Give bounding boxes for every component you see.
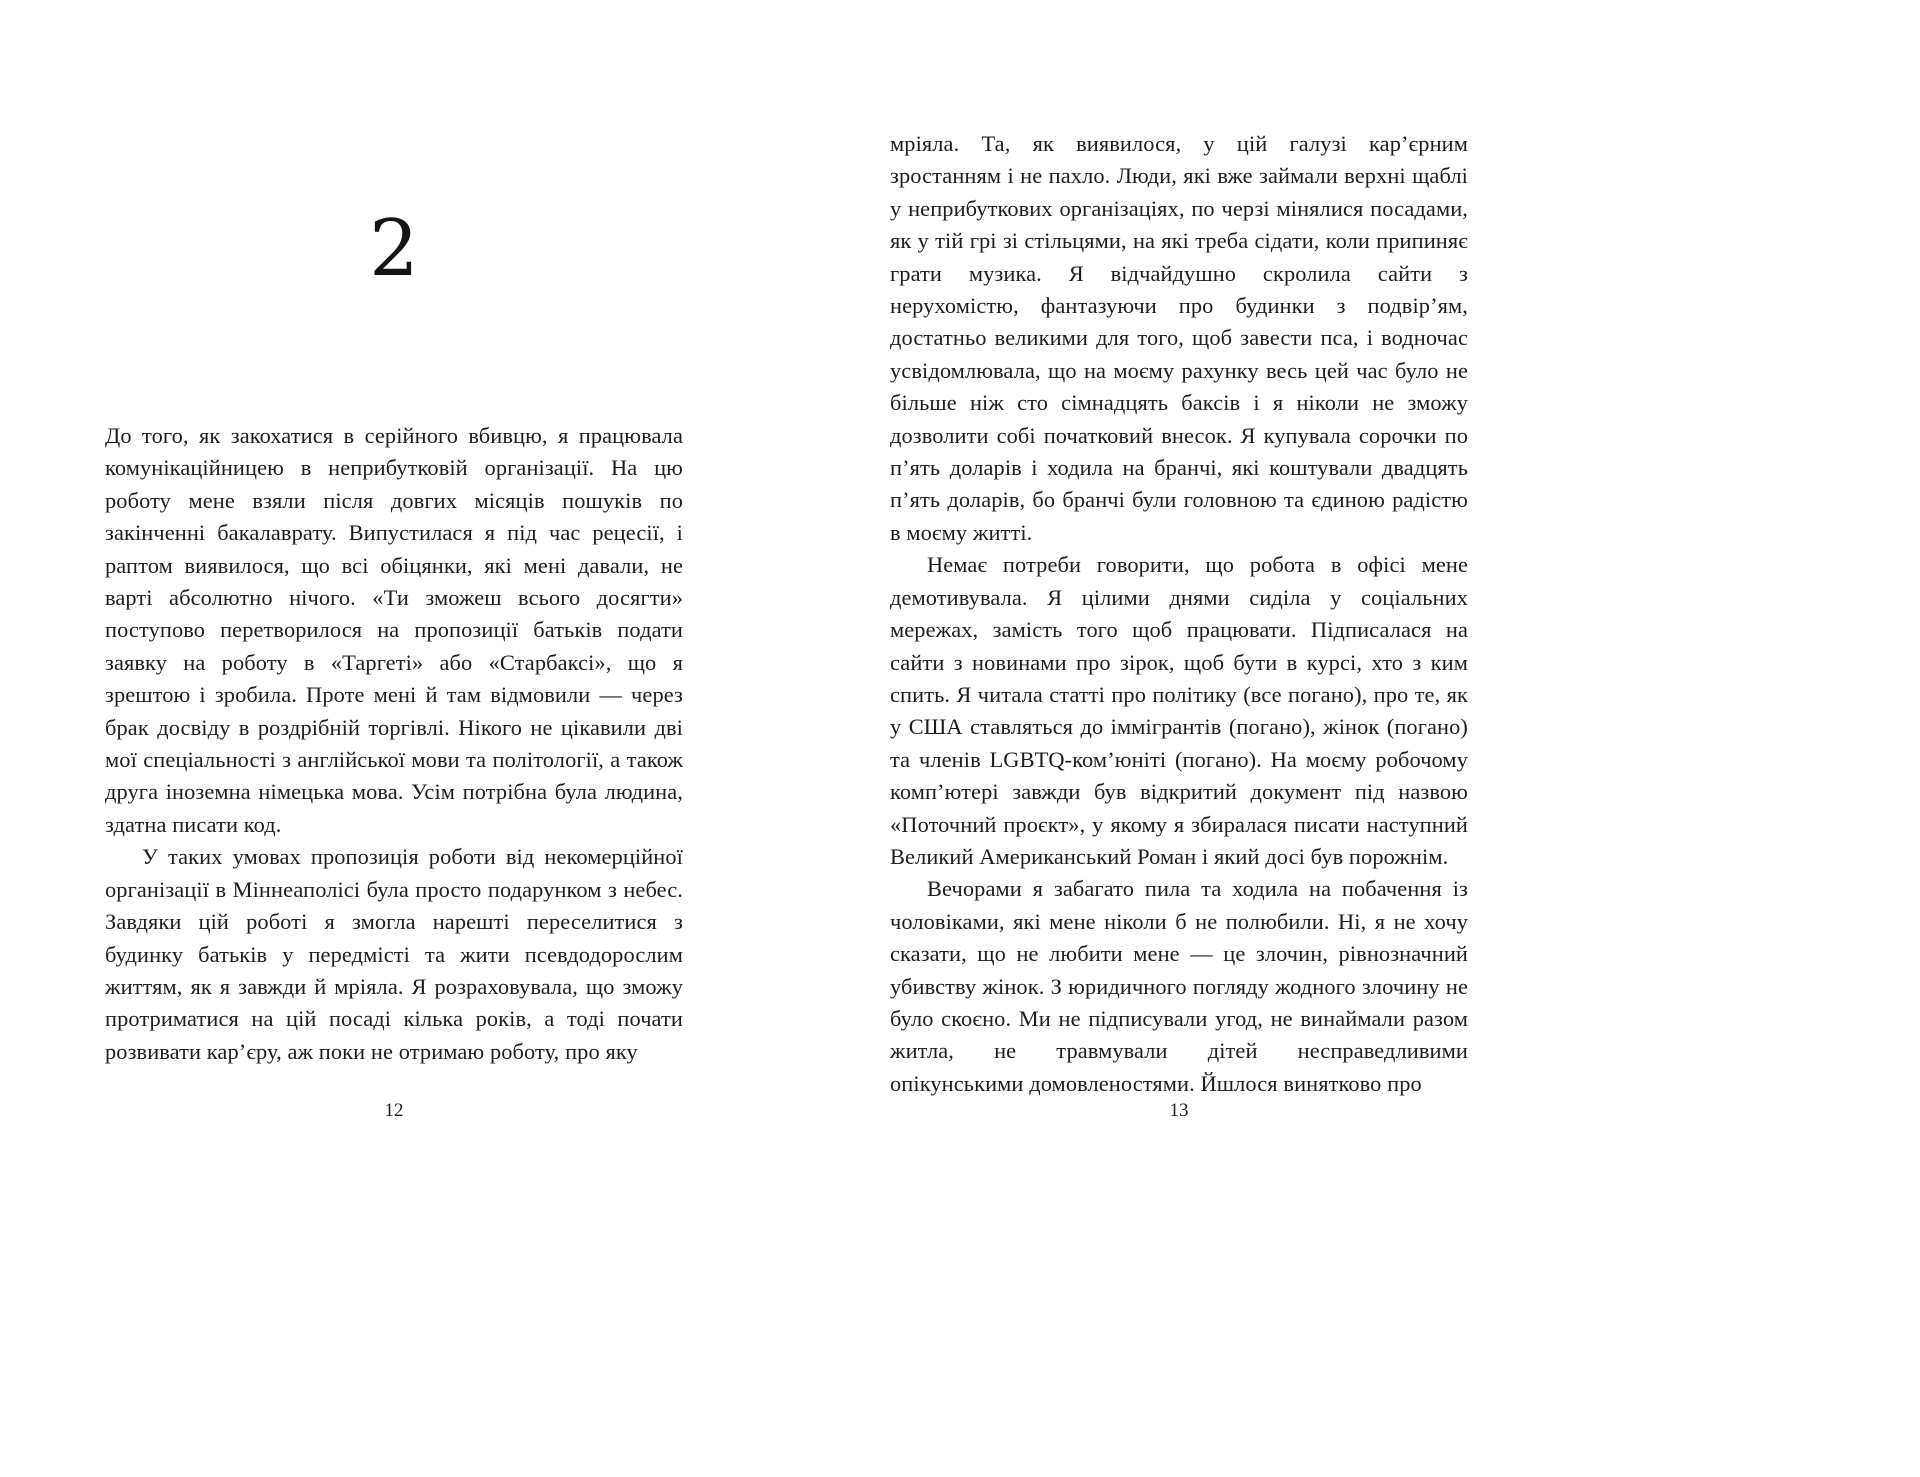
paragraph: До того, як закохатися в серійного вбивцю, я працювала комунікаційницею в неприбутковій організації. На цю роботу мене взяли після довгих місяців пошуків по закінченні бакалаврату. Випустилася я під час рецесії, і раптом виявилося, що всі обіцянки, які мені давали, не варті абсолютно нічого. «Ти зможеш всього досягти» поступово перетворилося на пропозиції батьків подати заявку на роботу в «Таргеті» або «Старбаксі», що я зрештою і зробила. Проте мені й там відмовили — через брак досвіду в роздрібній торгівлі. Нікого не цікавили дві мої спеціальності з англійської мови та політології, а також друга іноземна німецька мова. Усім потрібна була людина, здатна писати код.: [105, 423, 683, 837]
right-text-block: [890, 128, 1468, 1100]
paragraph: мріяла. Та, як виявилося, у цій галузі кар’єрним зростанням і не пахло. Люди, які вже займали верхні щаблі у неприбуткових організаціях, по черзі мінялися посадами, як у тій грі зі стільцями, на які треба сідати, коли припиняє грати музика. Я відчайдушно скролила сайти з нерухомістю, фантазуючи про будинки з подвір’ям, достатньо великими для того, щоб завести пса, і водночас усвідомлювала, що на моєму рахунку весь цей час було не більше ніж сто сімнадцять баксів і я ніколи не зможу дозволити собі початковий внесок. Я купувала сорочки по п’ять доларів і ходила на бранчі, які коштували двадцять п’ять доларів, бо бранчі були головною та єдиною радістю в моєму житті.: [890, 131, 1468, 545]
paragraph: Немає потреби говорити, що робота в офісі мене демотивувала. Я цілими днями сиділа у соціальних мережах, замість того щоб працювати. Підписалася на сайти з новинами про зірок, щоб бути в курсі, хто з ким спить. Я читала статті про політику (все погано), про те, як у США ставляться до іммігрантів (погано), жінок (погано) та членів LGBTQ-ком’юніті (погано). На моєму робочому комп’ютері завжди був відкритий документ під назвою «Поточний проєкт», у якому я збиралася писати наступний Великий Американський Роман і який досі був порожнім.: [890, 552, 1468, 869]
page-number: 12: [384, 1100, 404, 1121]
paragraph: Вечорами я забагато пила та ходила на побачення із чоловіками, які мене ніколи б не полюбили. Ні, я не хочу сказати, що не любити мене — це злочин, рівнозначний убивству жінок. З юридичного погляду жодного злочину не було скоєно. Ми не підписували угод, не винаймали разом житла, не травмували дітей несправедливими опікунськими домовленостями. Йшлося винятково про: [890, 876, 1468, 1096]
page-number: 13: [1169, 1100, 1189, 1121]
paragraph: У таких умовах пропозиція роботи від некомерційної організації в Міннеаполісі була просто подарунком з небес. Завдяки цій роботі я змогла нарешті переселитися з будинку батьків у передмісті та жити псевдодорослим життям, як я завжди й мріяла. Я розраховувала, що зможу протриматися на цій посаді кілька років, а тоді почати розвивати кар’єру, аж поки не отримаю роботу, про яку: [105, 844, 683, 1064]
chapter-number: 2: [369, 204, 419, 294]
right-page: [890, 0, 1920, 1477]
left-text-block: [105, 420, 683, 1068]
